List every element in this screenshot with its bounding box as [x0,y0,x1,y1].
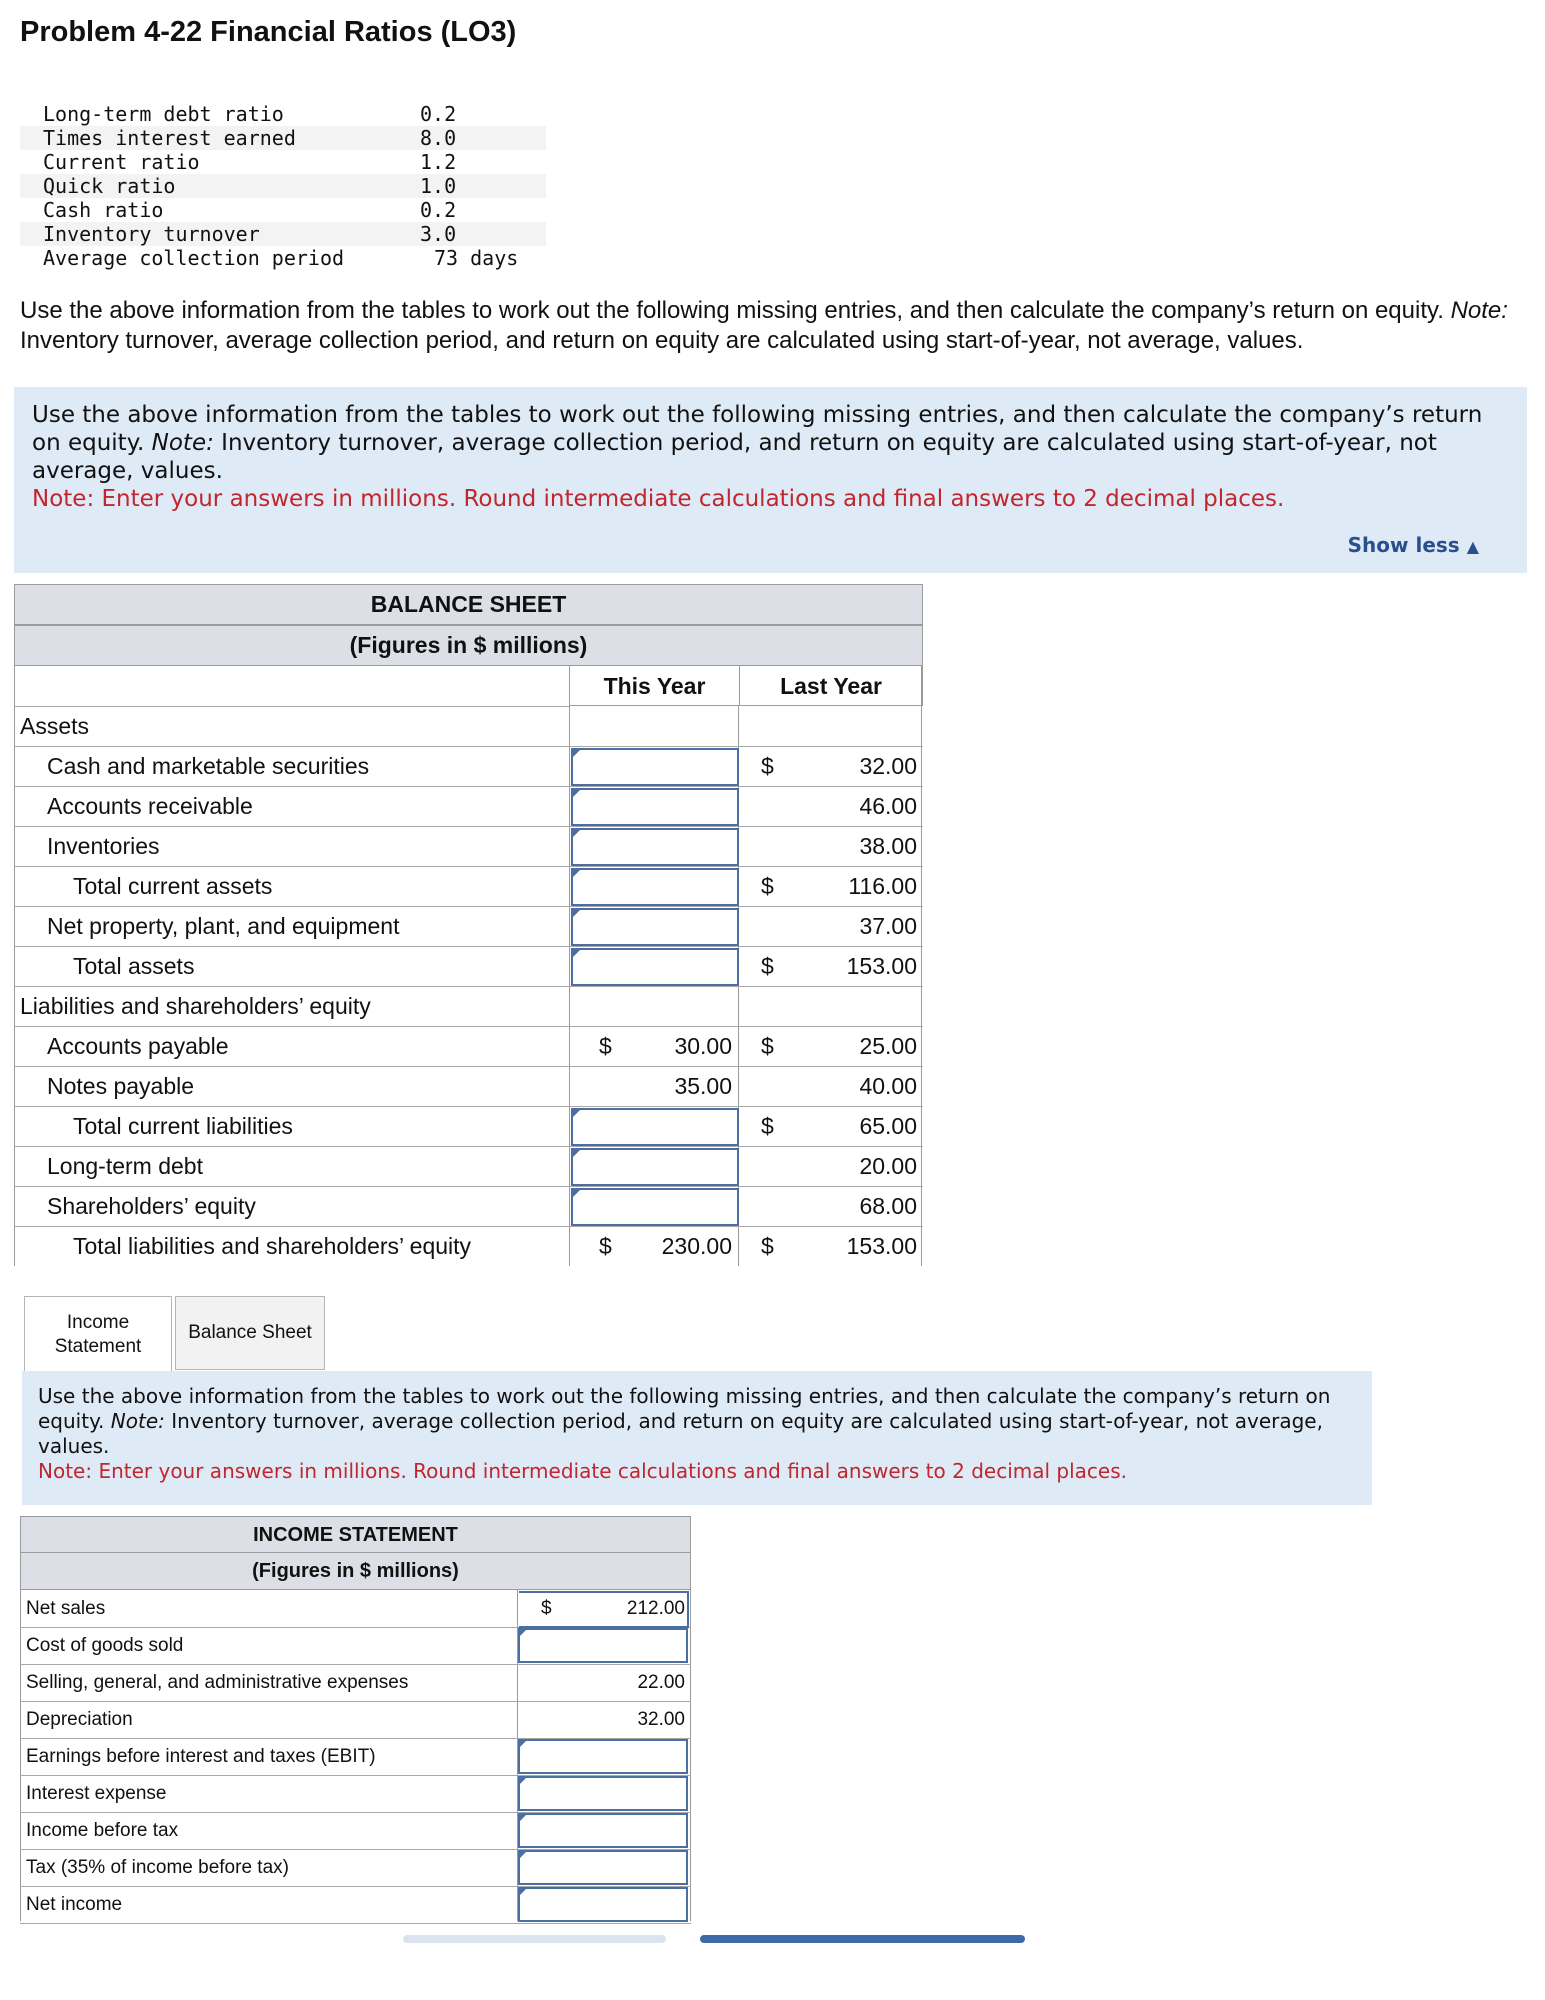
ratio-label: Inventory turnover [43,222,260,246]
row-label: Accounts payable [47,1033,229,1059]
receivables-this-year-input[interactable] [571,788,739,826]
depreciation-value: 32.00 [637,1709,685,1730]
ppe-this-year-input[interactable] [571,908,739,946]
inventories-last-year: 38.00 [859,833,917,859]
row-label: Cost of goods sold [26,1635,184,1656]
notes-this-year: 35.00 [674,1073,732,1099]
income-statement-subtitle: (Figures in $ millions) [20,1552,691,1590]
row-label: Total current assets [73,873,273,899]
tab-balance-sheet[interactable] [175,1296,325,1370]
total-liabilities-this-year: 230.00 [661,1233,732,1259]
ratio-row [20,102,546,126]
dollar-sign: $ [761,1033,774,1059]
ratio-label: Quick ratio [43,174,176,198]
row-label: Income before tax [26,1820,179,1841]
total-assets-last-year: 153.00 [846,953,917,979]
row-label: Long-term debt [47,1153,203,1179]
dollar-sign: $ [599,1233,612,1259]
row-label: Total assets [73,953,195,979]
payable-this-year: 30.00 [674,1033,732,1059]
panel-red-note: Note: Enter your answers in millions. Round intermediate calculations and final answers to 2 decimal places. [32,486,1285,512]
balance-sheet-table [14,584,923,1266]
ebit-input[interactable] [518,1739,688,1774]
row-ppe [14,906,923,947]
row-total-current-liabilities [14,1106,923,1147]
scrollbar-thumb[interactable] [700,1935,1025,1943]
total-current-liabilities-this-year-input[interactable] [571,1108,739,1146]
ratio-value: 0.2 [420,198,457,222]
ratio-value: 0.2 [420,102,457,126]
ratio-label: Cash ratio [43,198,164,222]
ratio-value: 1.2 [420,150,457,174]
show-less-link[interactable] [1348,533,1479,557]
dollar-sign: $ [761,1233,774,1259]
row-total-liabilities-equity [14,1226,923,1266]
cogs-input[interactable] [518,1628,688,1663]
row-sga [20,1664,691,1702]
row-notes-payable [14,1066,923,1107]
ratio-value: 8.0 [420,126,457,150]
row-shareholders-equity [14,1186,923,1227]
row-label: Total current liabilities [73,1113,293,1139]
balance-sheet-title: BALANCE SHEET [14,584,923,625]
row-label: Accounts receivable [47,793,253,819]
panel-red-note: Note: Enter your answers in millions. Round intermediate calculations and final answers to 2 decimal places. [38,1459,1127,1483]
inventories-this-year-input[interactable] [571,828,739,866]
col-last-year: Last Year [739,666,923,706]
total-liabilities-last-year: 153.00 [846,1233,917,1259]
instructions-panel-2 [22,1371,1372,1505]
total-current-assets-last-year: 116.00 [848,873,917,899]
section-liabilities [14,986,923,1027]
col-this-year: This Year [569,666,740,706]
ratio-row [20,246,546,270]
show-less-label: Show less [1347,533,1460,557]
intro-note-label: Note: [1450,297,1508,324]
row-label: Depreciation [26,1709,133,1730]
page-title: Problem 4-22 Financial Ratios (LO3) [20,16,517,48]
panel-note-label: Note: [151,430,214,456]
ratio-row [20,126,546,150]
scrollbar-track[interactable] [403,1935,666,1943]
ppe-last-year: 37.00 [859,913,917,939]
intro-note: Inventory turnover, average collection period, and return on equity are calculated using start-of-year, not average, values. [20,327,1304,354]
ratio-row [20,222,546,246]
net-income-input[interactable] [518,1887,688,1922]
sga-value: 22.00 [637,1672,685,1693]
panel-note: Inventory turnover, average collection period, and return on equity are calculated using start-of-year, not average, values. [32,430,1437,484]
dollar-sign: $ [761,753,774,779]
row-receivables [14,786,923,827]
ratio-label: Times interest earned [43,126,296,150]
balance-sheet-subtitle: (Figures in $ millions) [14,625,923,666]
dollar-sign: $ [761,1113,774,1139]
receivables-last-year: 46.00 [859,793,917,819]
row-label: Selling, general, and administrative expenses [26,1672,409,1693]
interest-input[interactable] [518,1776,688,1811]
row-label: Notes payable [47,1073,195,1099]
row-label: Earnings before interest and taxes (EBIT) [26,1746,376,1767]
intro-text [20,296,1520,356]
row-inventories [14,826,923,867]
panel-text: Use the above information from the tables to work out the following missing entries, and then calculate the company’s return on equity. [38,1384,1331,1433]
row-label: Net sales [26,1598,106,1619]
instructions-panel [14,387,1527,573]
equity-last-year: 68.00 [859,1193,917,1219]
dollar-sign: $ [599,1033,612,1059]
notes-last-year: 40.00 [859,1073,917,1099]
panel-note-label: Note: [110,1409,165,1433]
ratio-row [20,174,546,198]
assets-label: Assets [20,713,90,739]
row-label: Inventories [47,833,160,859]
panel-text: Use the above information from the tables to work out the following missing entries, and then calculate the company’s return on equity. [32,402,1483,456]
dollar-sign: $ [761,953,774,979]
payable-last-year: 25.00 [859,1033,917,1059]
ratio-label: Average collection period [43,246,345,270]
row-label: Tax (35% of income before tax) [26,1857,289,1878]
row-cogs [20,1627,691,1665]
row-long-term-debt [14,1146,923,1187]
total-current-liabilities-last-year: 65.00 [859,1113,917,1139]
row-label: Total liabilities and shareholders’ equity [73,1233,472,1259]
tab-label: Balance Sheet [188,1322,312,1343]
row-label: Shareholders’ equity [47,1193,256,1219]
ratio-table [20,102,546,270]
row-tax [20,1849,691,1887]
ratio-row [20,198,546,222]
row-label: Cash and marketable securities [47,753,370,779]
row-income-before-tax [20,1812,691,1850]
intro-sentence: Use the above information from the tables to work out the following missing entries, and then calculate the company’s return on equity. [20,297,1444,324]
tab-income-statement[interactable] [24,1296,172,1373]
row-cash [14,746,923,787]
dollar-sign: $ [541,1598,552,1619]
total-current-assets-this-year-input[interactable] [571,868,739,906]
ratio-value: 3.0 [420,222,457,246]
row-net-sales [20,1590,691,1628]
section-assets [14,706,923,747]
long-term-debt-this-year-input[interactable] [571,1148,739,1186]
net-sales-value: 212.00 [626,1598,685,1619]
income-statement-title: INCOME STATEMENT [20,1516,691,1553]
equity-this-year-input[interactable] [571,1188,739,1226]
row-label: Interest expense [26,1783,167,1804]
row-net-income [20,1886,691,1924]
dollar-sign: $ [761,873,774,899]
liabilities-label: Liabilities and shareholders’ equity [20,993,371,1019]
ratio-value: 1.0 [420,174,457,198]
cash-this-year-input[interactable] [571,748,739,786]
row-accounts-payable [14,1026,923,1067]
row-total-current-assets [14,866,923,907]
ratio-value: 73 days [434,246,519,270]
income-statement-table [20,1514,692,1921]
cash-last-year: 32.00 [859,753,917,779]
ratio-label: Current ratio [43,150,200,174]
row-ebit [20,1738,691,1776]
tax-input[interactable] [518,1850,688,1885]
ratio-label: Long-term debt ratio [43,102,284,126]
row-interest [20,1775,691,1813]
total-assets-this-year-input[interactable] [571,948,739,986]
row-label: Net income [26,1894,123,1915]
tab-label: Income Statement [54,1312,142,1357]
row-label: Net property, plant, and equipment [47,913,400,939]
ratio-row [20,150,546,174]
row-depreciation [20,1701,691,1739]
row-total-assets [14,946,923,987]
income-before-tax-input[interactable] [518,1813,688,1848]
triangle-up-icon: ▲ [1466,537,1479,556]
long-term-debt-last-year: 20.00 [859,1153,917,1179]
panel-note: Inventory turnover, average collection period, and return on equity are calculated using start-of-year, not average, values. [38,1409,1323,1458]
